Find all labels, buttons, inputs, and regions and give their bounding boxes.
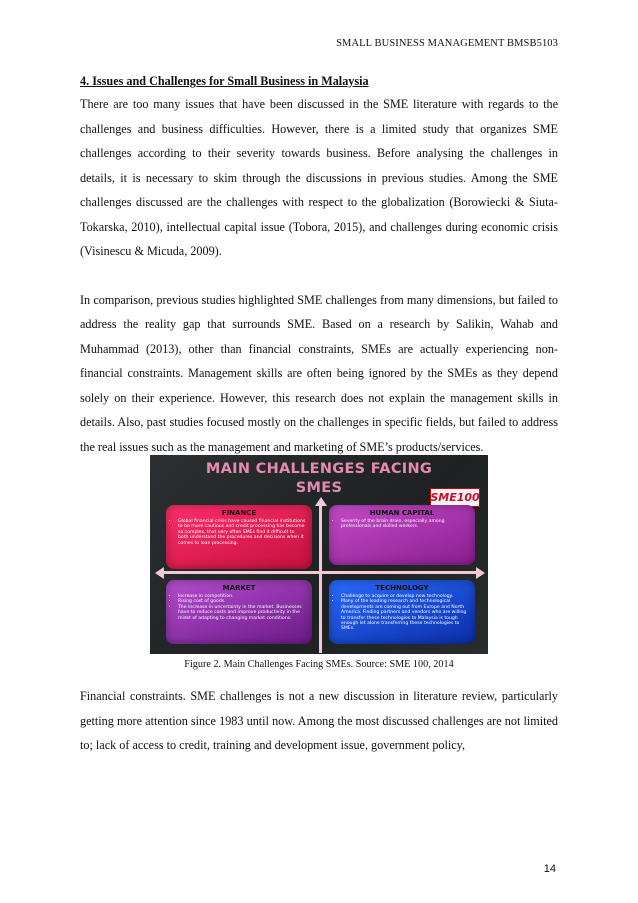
quadrant-market [166, 580, 312, 644]
figure-title-line2: SMES [295, 480, 343, 496]
paragraph-3: Financial constraints. SME challenges is not a new discussion in literature review, particularly getting more attention since 1983 until now. Among the most discussed challenges are not limited to; lack of access to credit, training and development issue, government policy, [80, 689, 558, 752]
sme100-logo: SME100 [430, 488, 480, 507]
quadrant-finance [166, 505, 312, 569]
running-header: SMALL BUSINESS MANAGEMENT BMSB5103 [336, 38, 558, 49]
paragraph-1: There are too many issues that have been discussed in the SME literature with regards to the challenges and business difficulties. However, there is a limited study that organizes SME challenges according to their severity towards business. Before analysing the challenges in details, it is necessary to skim through the discussions in previous studies. Among the SME challenges discussed are the challenges with respect to the globalization (Borowiecki & Siuta-Tokarska, 2010), intellectual capital issue (Tobora, 2015), and challenges during economic crisis (Visinescu & Micuda, 2009). [80, 97, 558, 258]
body-text-continued [80, 684, 558, 758]
quadrant-title: TECHNOLOGY [375, 584, 429, 592]
quadrant-title: FINANCE [221, 509, 257, 517]
bullet-list [172, 519, 306, 546]
figure-title-line1: MAIN CHALLENGES FACING [205, 461, 433, 477]
figure-caption: Figure 2. Main Challenges Facing SMEs. Source: SME 100, 2014 [184, 659, 454, 670]
quadrant-title: MARKET [222, 584, 256, 592]
quadrant-human-capital [329, 505, 475, 565]
paragraph-gap [80, 264, 558, 288]
bullet-item: • Many of the leading research and technological developments are coming out from Europe and North America. Finding partners and vendors who are willing to transfer these technologies to Malaysia is tough enough let alone transferring these technologies to SMEs. [341, 599, 469, 631]
section-heading: 4. Issues and Challenges for Small Business in Malaysia [80, 74, 369, 88]
paragraph-2: In comparison, previous studies highlighted SME challenges from many dimensions, but failed to address the reality gap that surrounds SME. Based on a research by Salikin, Wahab and Muhammad (2013), other than financial constraints, SMEs are actually experiencing non-financial constraints. Management skills are often being ignored by the SMEs as they depend solely on their experience. However, this research does not explain the management skills in details. Also, past studies focused mostly on the challenges in specific fields, but failed to address the real issues such as the management and marketing of SME’s products/services. [80, 292, 558, 454]
bullet-list [335, 519, 469, 530]
quadrant-title: HUMAN CAPITAL [369, 509, 435, 517]
bullet-list [172, 594, 306, 621]
arrow-up-icon [315, 497, 327, 506]
page-number: 14 [543, 863, 556, 875]
arrow-left-icon [155, 567, 164, 579]
body-text [80, 70, 558, 459]
vertical-axis-line [319, 503, 322, 653]
horizontal-axis-line [162, 571, 476, 574]
bullet-list [335, 594, 469, 632]
bullet-item: • Increase in competition. [178, 594, 306, 599]
challenges-figure [150, 455, 488, 654]
bullet-item: • Global financial crisis have caused financial institutions to be more cautious and credit processing has become so complex, that very often SMEs find it difficult to both understand the procedures and decisions when it comes to loan processing. [178, 519, 306, 546]
bullet-item: • Challenge to acquire or develop new technology. [341, 594, 469, 599]
bullet-item: • Severity of the brain drain, especially among professionals and skilled workers. [341, 519, 469, 530]
bullet-item: • Rising cost of goods. [178, 599, 306, 604]
quadrant-technology [329, 580, 475, 644]
arrow-right-icon [476, 567, 485, 579]
bullet-item: • The increase in uncertainty in the market. Businesses have to reduce costs and improve productivity in the midst of adapting to changing market conditions. [178, 605, 306, 621]
